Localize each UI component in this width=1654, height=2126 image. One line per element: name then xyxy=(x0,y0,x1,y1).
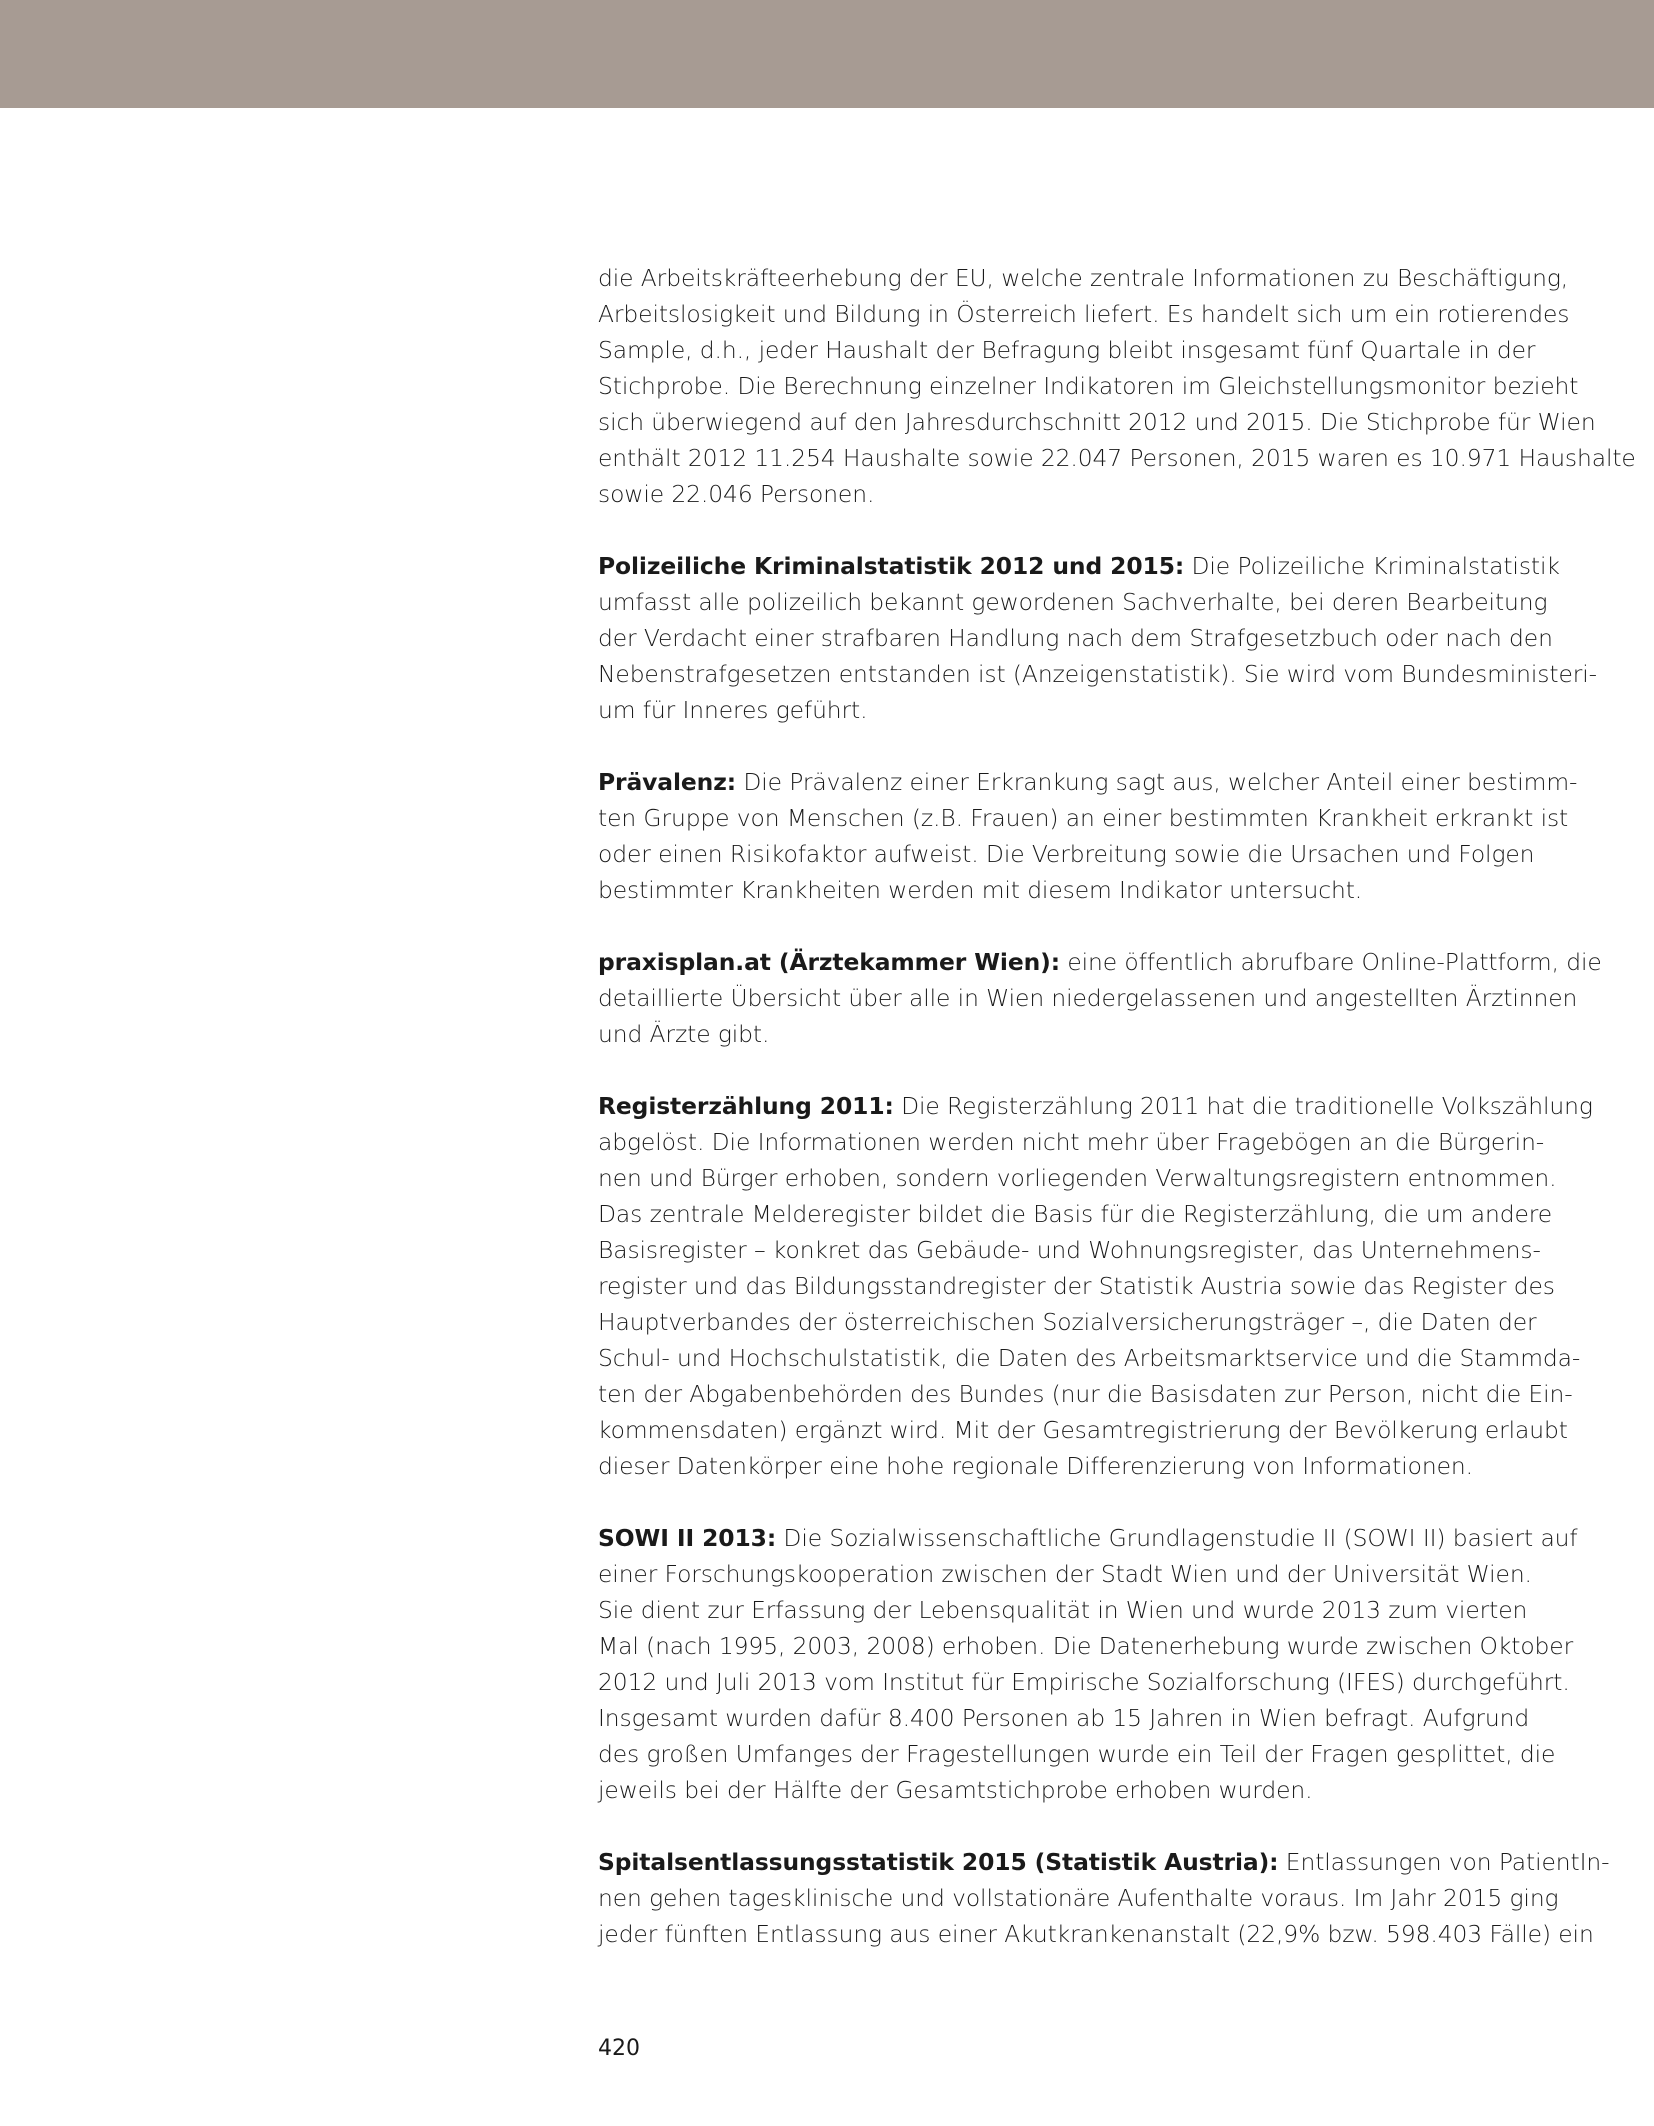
text-line xyxy=(598,1088,1593,1124)
definition-text: eine öffentlich abrufbare Online-Plattform, die xyxy=(1059,948,1602,976)
text-line: 2012 und Juli 2013 vom Institut für Empirische Sozialforschung (IFES) durchgeführt. xyxy=(598,1668,1570,1696)
definition-text: Die Prävalenz einer Erkrankung sagt aus, welcher Anteil einer bestimm- xyxy=(736,768,1578,796)
text-line: um für Inneres geführt. xyxy=(598,696,868,724)
paragraph-labour-force-survey xyxy=(598,260,1636,512)
text-line: sich überwiegend auf den Jahresdurchschnitt 2012 und 2015. Die Stichprobe für Wien xyxy=(598,408,1596,436)
text-line: umfasst alle polizeilich bekannt gewordenen Sachverhalte, bei deren Bearbeitung xyxy=(598,588,1548,616)
glossary-term: SOWI II 2013: xyxy=(598,1524,777,1552)
text-line: Arbeitslosigkeit und Bildung in Österreich liefert. Es handelt sich um ein rotierendes xyxy=(598,300,1570,328)
text-line: die Arbeitskräfteerhebung der EU, welche zentrale Informationen zu Beschäftigung, xyxy=(598,264,1569,292)
text-line: Basisregister – konkret das Gebäude- und Wohnungsregister, das Unternehmens- xyxy=(598,1236,1541,1264)
text-line: abgelöst. Die Informationen werden nicht mehr über Fragebögen an die Bürgerin- xyxy=(598,1128,1545,1156)
text-line: oder einen Risikofaktor aufweist. Die Verbreitung sowie die Ursachen und Folgen xyxy=(598,840,1535,868)
paragraph-sowi xyxy=(598,1520,1578,1808)
paragraph-registerzaehlung xyxy=(598,1088,1593,1484)
definition-text: Entlassungen von PatientIn- xyxy=(1278,1848,1610,1876)
text-line: nen und Bürger erhoben, sondern vorliegenden Verwaltungsregistern entnommen. xyxy=(598,1164,1557,1192)
text-line: bestimmter Krankheiten werden mit diesem Indikator untersucht. xyxy=(598,876,1363,904)
text-line: detaillierte Übersicht über alle in Wien niedergelassenen und angestellten Ärztinnen xyxy=(598,984,1578,1012)
paragraph-spitalsentlassung xyxy=(598,1844,1610,1952)
text-line: enthält 2012 11.254 Haushalte sowie 22.047 Personen, 2015 waren es 10.971 Haushalte xyxy=(598,444,1636,472)
text-line: Mal (nach 1995, 2003, 2008) erhoben. Die Datenerhebung wurde zwischen Oktober xyxy=(598,1632,1574,1660)
glossary-term: praxisplan.at (Ärztekammer Wien): xyxy=(598,948,1060,976)
text-line: einer Forschungskooperation zwischen der Stadt Wien und der Universität Wien. xyxy=(598,1560,1532,1588)
text-line: Stichprobe. Die Berechnung einzelner Indikatoren im Gleichstellungsmonitor bezieht xyxy=(598,372,1579,400)
text-line: Hauptverbandes der österreichischen Sozialversicherungsträger –, die Daten der xyxy=(598,1308,1537,1336)
text-line xyxy=(598,548,1560,584)
text-line: kommensdaten) ergänzt wird. Mit der Gesamtregistrierung der Bevölkerung erlaubt xyxy=(598,1416,1568,1444)
definition-text: Die Sozialwissenschaftliche Grundlagenstudie II (SOWI II) basiert auf xyxy=(776,1524,1578,1552)
text-line xyxy=(598,1844,1610,1880)
text-line: Sample, d.h., jeder Haushalt der Befragung bleibt insgesamt fünf Quartale in der xyxy=(598,336,1536,364)
glossary-term: Spitalsentlassungsstatistik 2015 (Statistik Austria): xyxy=(598,1848,1279,1876)
page-number: 420 xyxy=(598,2036,640,2061)
text-line: nen gehen tagesklinische und vollstationäre Aufenthalte voraus. Im Jahr 2015 ging xyxy=(598,1884,1559,1912)
text-line xyxy=(598,764,1578,800)
paragraph-kriminalstatistik xyxy=(598,548,1597,728)
text-line: der Verdacht einer strafbaren Handlung nach dem Strafgesetzbuch oder nach den xyxy=(598,624,1553,652)
text-line: register und das Bildungsstandregister der Statistik Austria sowie das Register des xyxy=(598,1272,1555,1300)
text-line: des großen Umfanges der Fragestellungen wurde ein Teil der Fragen gesplittet, die xyxy=(598,1740,1556,1768)
text-line: Schul- und Hochschulstatistik, die Daten des Arbeitsmarktservice und die Stammda- xyxy=(598,1344,1581,1372)
text-line: ten der Abgabenbehörden des Bundes (nur die Basisdaten zur Person, nicht die Ein- xyxy=(598,1380,1573,1408)
text-line: ten Gruppe von Menschen (z.B. Frauen) an einer bestimmten Krankheit erkrankt ist xyxy=(598,804,1569,832)
text-line: und Ärzte gibt. xyxy=(598,1020,770,1048)
definition-text: Die Registerzählung 2011 hat die traditionelle Volkszählung xyxy=(893,1092,1593,1120)
paragraph-praevalenz xyxy=(598,764,1578,908)
text-line xyxy=(598,944,1602,980)
text-line xyxy=(598,1520,1578,1556)
text-line: Das zentrale Melderegister bildet die Basis für die Registerzählung, die um andere xyxy=(598,1200,1553,1228)
text-line: jeweils bei der Hälfte der Gesamtstichprobe erhoben wurden. xyxy=(598,1776,1313,1804)
text-line: sowie 22.046 Personen. xyxy=(598,480,875,508)
glossary-term: Prävalenz: xyxy=(598,768,736,796)
glossary-term: Registerzählung 2011: xyxy=(598,1092,894,1120)
header-band xyxy=(0,0,1654,108)
text-line: Nebenstrafgesetzen entstanden ist (Anzeigenstatistik). Sie wird vom Bundesministeri- xyxy=(598,660,1597,688)
text-line: jeder fünften Entlassung aus einer Akutkrankenanstalt (22,9% bzw. 598.403 Fälle) ein xyxy=(598,1920,1594,1948)
text-line: dieser Datenkörper eine hohe regionale Differenzierung von Informationen. xyxy=(598,1452,1473,1480)
definition-text: Die Polizeiliche Kriminalstatistik xyxy=(1184,552,1560,580)
glossary-term: Polizeiliche Kriminalstatistik 2012 und 2015: xyxy=(598,552,1185,580)
text-line: Insgesamt wurden dafür 8.400 Personen ab 15 Jahren in Wien befragt. Aufgrund xyxy=(598,1704,1530,1732)
paragraph-praxisplan xyxy=(598,944,1602,1052)
document-body xyxy=(598,260,1636,1988)
text-line: Sie dient zur Erfassung der Lebensqualität in Wien und wurde 2013 zum vierten xyxy=(598,1596,1528,1624)
